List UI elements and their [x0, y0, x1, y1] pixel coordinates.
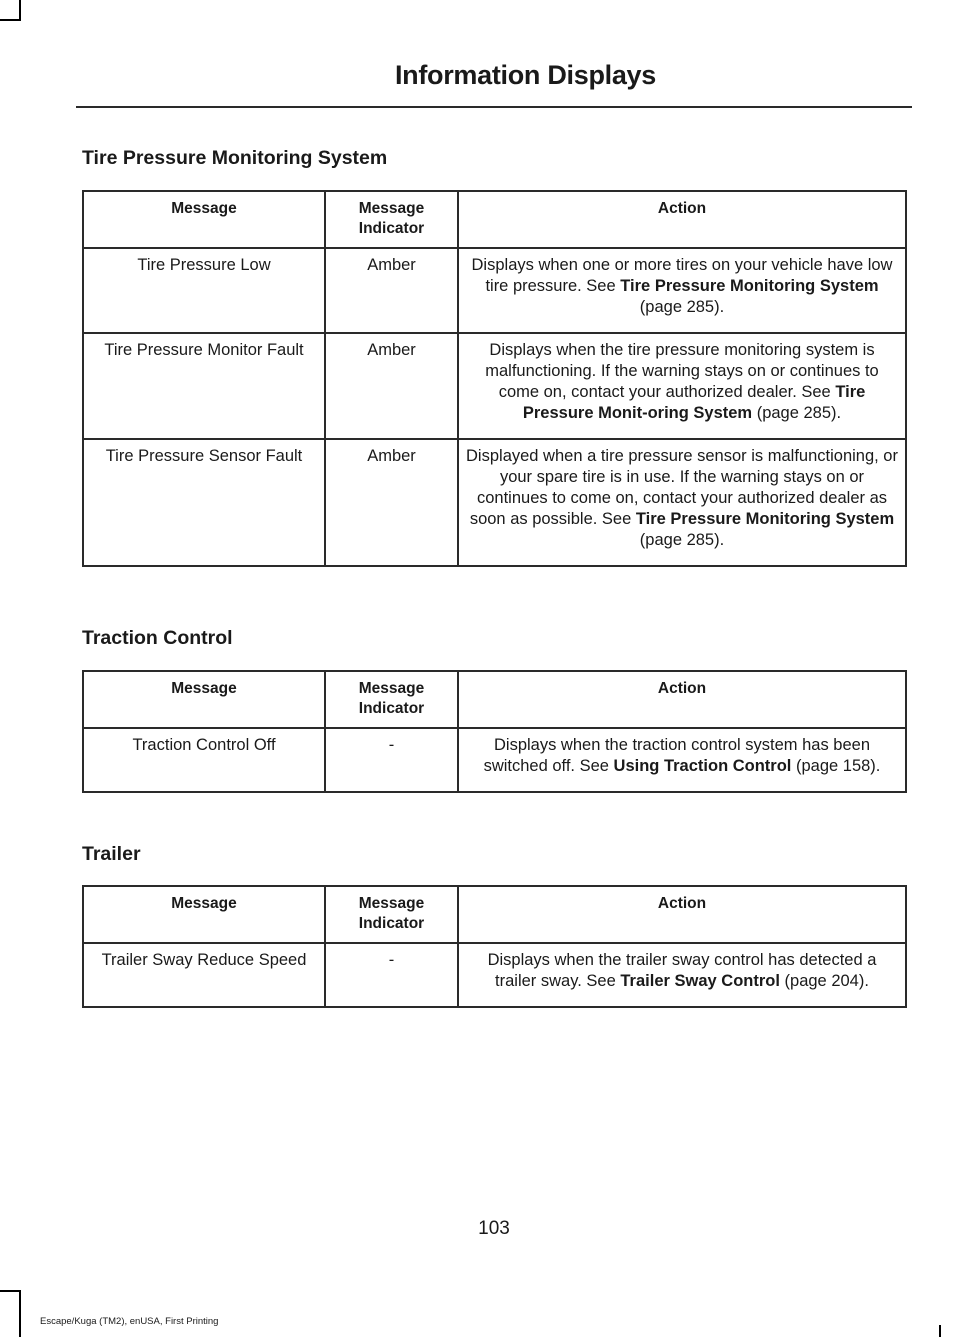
- trailer-table: [82, 885, 907, 1008]
- action-cell: [458, 439, 906, 566]
- page-reference: (page 158).: [795, 757, 881, 775]
- section-title-trailer: Trailer: [82, 843, 141, 865]
- crop-mark-bottom-right: [939, 1325, 941, 1337]
- table-row: [83, 728, 906, 792]
- table-row: [83, 333, 906, 439]
- header-action: Action: [458, 191, 906, 248]
- header-indicator: Message Indicator: [325, 886, 458, 943]
- action-cell: [458, 943, 906, 1007]
- message-cell: Traction Control Off: [83, 728, 325, 792]
- page-reference: (page 285).: [639, 531, 725, 549]
- action-cell: [458, 728, 906, 792]
- table-header-row: [83, 191, 906, 248]
- indicator-cell: -: [325, 943, 458, 1007]
- crop-mark-top-left: [19, 0, 21, 21]
- header-indicator: Message Indicator: [325, 191, 458, 248]
- cross-reference-link[interactable]: Tire Pressure Monitoring System: [635, 510, 895, 528]
- page-reference: (page 285).: [639, 298, 725, 316]
- header-message: Message: [83, 191, 325, 248]
- table-header-row: [83, 886, 906, 943]
- action-cell: [458, 248, 906, 333]
- header-indicator: Message Indicator: [325, 671, 458, 728]
- cross-reference-link[interactable]: Trailer Sway Control: [620, 972, 780, 990]
- page-header-title: Information Displays: [394, 60, 656, 90]
- cross-reference-link[interactable]: Tire Pressure Monitoring System: [620, 277, 879, 295]
- footer-text: Escape/Kuga (TM2), enUSA, First Printing: [40, 1316, 219, 1327]
- indicator-cell: Amber: [325, 248, 458, 333]
- crop-mark-top-left-h: [0, 19, 21, 21]
- header-action: Action: [458, 886, 906, 943]
- header-action: Action: [458, 671, 906, 728]
- indicator-cell: -: [325, 728, 458, 792]
- action-text: Displayed when a tire pressure sensor is malfunctioning, or your spare tire is in use. If the warning stays on or continues to come on, contact your authorized dealer as soon as possible. See: [466, 447, 898, 528]
- message-cell: Trailer Sway Reduce Speed: [83, 943, 325, 1007]
- action-cell: [458, 333, 906, 439]
- message-cell: Tire Pressure Monitor Fault: [83, 333, 325, 439]
- action-text: Displays when the tire pressure monitoring system is malfunctioning. If the warning stays on or continues to come on, contact your authorized dealer. See: [485, 341, 879, 401]
- action-text: Displays when the traction control system has been switched off. See: [483, 736, 871, 775]
- message-cell: Tire Pressure Low: [83, 248, 325, 333]
- page-reference: (page 204).: [784, 972, 869, 990]
- cross-reference-link[interactable]: Tire Pressure Monit-oring System: [522, 383, 866, 422]
- table-header-row: [83, 671, 906, 728]
- header-message: Message: [83, 671, 325, 728]
- traction-control-table: [82, 670, 907, 793]
- header-message: Message: [83, 886, 325, 943]
- section-title-traction-control: Traction Control: [82, 627, 233, 649]
- header-rule: [76, 106, 912, 108]
- message-cell: Tire Pressure Sensor Fault: [83, 439, 325, 566]
- page-reference: (page 285).: [756, 404, 842, 422]
- crop-mark-bottom-left-h: [0, 1290, 21, 1292]
- section-title-tpms: Tire Pressure Monitoring System: [82, 147, 388, 169]
- table-row: [83, 943, 906, 1007]
- indicator-cell: Amber: [325, 439, 458, 566]
- cross-reference-link[interactable]: Using Traction Control: [613, 757, 792, 775]
- table-row: [83, 439, 906, 566]
- crop-mark-bottom-left: [19, 1290, 21, 1337]
- tpms-table: [82, 190, 907, 567]
- indicator-cell: Amber: [325, 333, 458, 439]
- table-row: [83, 248, 906, 333]
- page-number: 103: [478, 1218, 510, 1239]
- action-text: Displays when the trailer sway control has detected a trailer sway. See: [487, 951, 877, 990]
- action-text: Displays when one or more tires on your vehicle have low tire pressure. See: [471, 256, 893, 295]
